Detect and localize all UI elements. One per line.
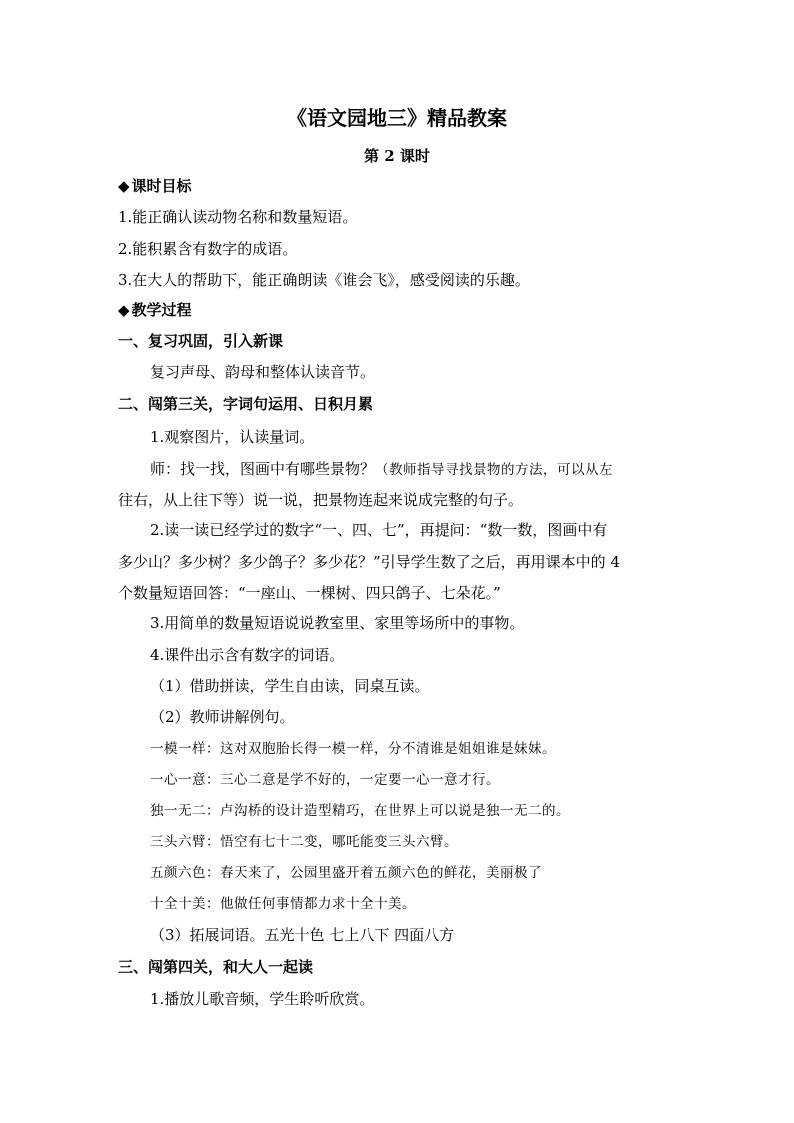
example-sentence: 五颜六色：春天来了，公园里盛开着五颜六色的鲜花，美丽极了 — [150, 865, 542, 881]
example-sentence: 一模一样：这对双胞胎长得一模一样，分不清谁是姐姐谁是妹妹。 — [150, 741, 556, 757]
process-heading-text: 教学过程 — [131, 301, 192, 319]
paragraph: 1.播放儿歌音频，学生聆听欣赏。 — [150, 990, 375, 1008]
example-sentence: 三头六臂：悟空有七十二变，哪吒能变三头六臂。 — [150, 834, 458, 850]
document-subtitle: 第 2 课时 — [364, 147, 430, 165]
part3-heading: 三、闯第四关，和大人一起读 — [118, 958, 314, 976]
paragraph-note: （教师指导寻找景物的方法，可以从左 — [375, 462, 614, 478]
paragraph-continuation: 个数量短语回答：“一座山、一棵树、四只鸽子、七朵花。” — [118, 584, 501, 602]
paragraph: 3.用简单的数量短语说说教室里、家里等场所中的事物。 — [150, 614, 525, 632]
process-heading — [118, 300, 192, 320]
diamond-bullet-icon: ◆ — [118, 177, 130, 195]
paragraph-continuation: 往右，从上往下等）说一说，把景物连起来说成完整的句子。 — [118, 491, 524, 509]
part1-heading: 一、复习巩固，引入新课 — [118, 332, 284, 350]
paragraph: （1）借助拼读，学生自由读，同桌互读。 — [150, 677, 430, 695]
paragraph-continuation: 多少山？多少树？多少鸽子？多少花？”引导学生数了之后，再用课本中的 4 — [118, 553, 620, 571]
example-sentence: 一心一意：三心二意是学不好的，一定要一心一意才行。 — [150, 772, 500, 788]
paragraph — [150, 459, 613, 480]
objectives-heading — [118, 176, 192, 196]
paragraph: 1.观察图片，认读量词。 — [150, 428, 315, 446]
paragraph: 2.读一读已经学过的数字“一、四、七”，再提问：“数一数，图画中有 — [150, 521, 608, 539]
objective-item: 1.能正确认读动物名称和数量短语。 — [118, 208, 358, 226]
paragraph: （2）教师讲解例句。 — [150, 708, 295, 726]
paragraph: （3）拓展词语。五光十色 七上八下 四面八方 — [150, 926, 455, 944]
paragraph-main: 师：找一找，图画中有哪些景物？ — [150, 460, 376, 478]
objective-item: 2.能积累含有数字的成语。 — [118, 240, 298, 258]
objectives-heading-text: 课时目标 — [131, 177, 192, 195]
objective-item: 3.在大人的帮助下，能正确朗读《谁会飞》，感受阅读的乐趣。 — [118, 271, 530, 289]
example-sentence: 十全十美：他做任何事情都力求十全十美。 — [150, 896, 416, 912]
example-sentence: 独一无二：卢沟桥的设计造型精巧，在世界上可以说是独一无二的。 — [150, 803, 570, 819]
paragraph: 4.课件出示含有数字的词语。 — [150, 646, 345, 664]
diamond-bullet-icon: ◆ — [118, 301, 130, 319]
part2-heading: 二、闯第三关，字词句运用、日积月累 — [118, 395, 374, 413]
document-title: 《语文园地三》精品教案 — [287, 106, 507, 130]
paragraph: 复习声母、韵母和整体认读音节。 — [150, 363, 376, 381]
